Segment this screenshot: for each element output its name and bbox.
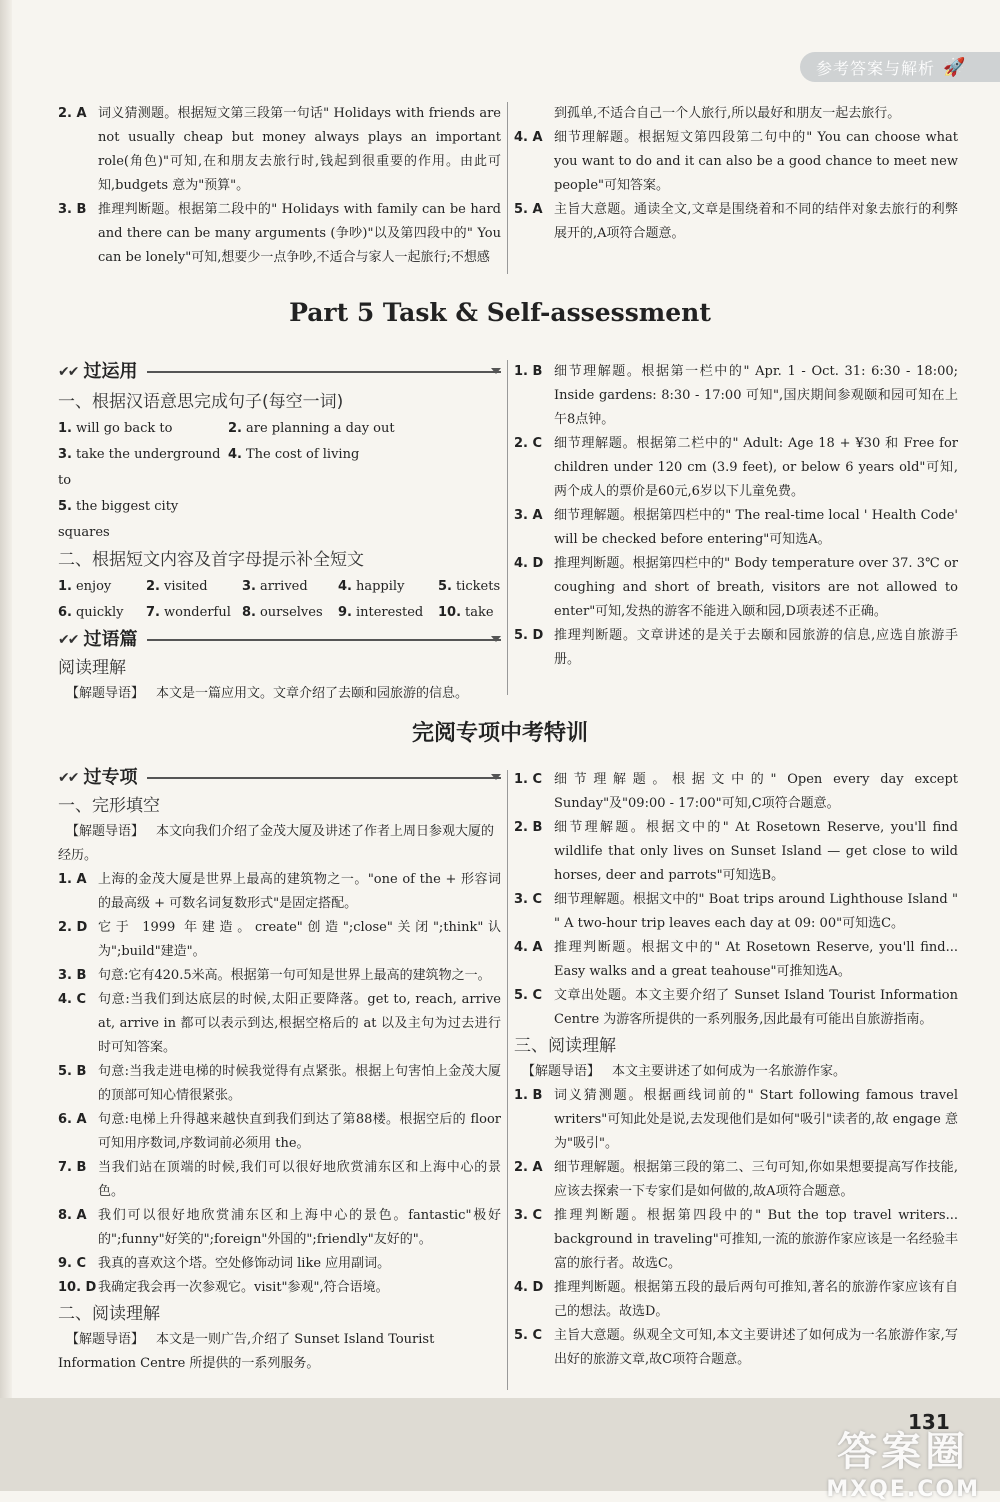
answer-item: 3. B 推理判断题。根据第二段中的" Holidays with family can be hard and there can be many arguments (争吵)"以及第四段中的" You can be lonely"可知,想要少一点争吵,不适合与家人一起旅行;不想感 (58, 202, 501, 265)
answer-item: 3. B 句意:它有420.5米高。根据第一句可知是世界上最高的建筑物之一。 (58, 968, 491, 983)
answer-item: 4. D 推理判断题。根据第五段的最后两句可推知,著名的旅游作家应该有自己的想法。故选D。 (514, 1280, 958, 1319)
column-divider (507, 102, 508, 274)
answer-item: 5. B 句意:当我走进电梯的时候我觉得有点紧张。根据上句害怕上金茂大厦的顶部可知心情很紧张。 (58, 1064, 501, 1103)
answer-item: 1. B 词义猜测题。根据画线词前的" Start following famous travel writers"可知此处是说,去发现他们是如何"吸引"读者的,故 engage 意为"吸引"。 (514, 1088, 958, 1151)
column-divider (507, 770, 508, 1390)
answer-item: 3. A 细节理解题。根据第四栏中的" The real-time local ' Health Code' will be checked before entering"可知选A。 (514, 508, 958, 547)
answer-grid: 1. enjoy 2. visited 3. arrived 4. happily 5. tickets 6. quickly 7. wonderful 8. ourselves 9. interested 10. take (58, 579, 501, 620)
answer-item: 5. D 推理判断题。文章讲述的是关于去颐和园旅游的信息,应选自旅游手册。 (514, 628, 958, 667)
answer-item: 2. A 细节理解题。根据第三段的第二、三句可知,你如果想要提高写作技能,应该去探索一下专家们是如何做的,故A项符合题意。 (514, 1160, 958, 1199)
subsection-title: 二、根据短文内容及首字母提示补全短文 (58, 550, 364, 570)
section-bar: ✔✔ 过运用 (58, 358, 501, 386)
answer-item: 1. B 细节理解题。根据第一栏中的" Apr. 1 - Oct. 31: 6:30 - 18:00; Inside gardens: 8:30 - 17:00 可知",国庆期间参观颐和园可知在上午8点钟。 (514, 364, 958, 427)
subsection-title: 一、完形填空 (58, 796, 160, 816)
answer-item: 7. B 当我们站在顶端的时候,我们可以很好地欣赏浦东区和上海中心的景色。 (58, 1160, 501, 1199)
answer-item: 6. A 句意:电梯上升得越来越快直到我们到达了第88楼。根据空后的 floor 可知用序数词,序数词前必须用 the。 (58, 1112, 501, 1151)
top-left-column (58, 102, 501, 270)
answer-item: 1. C 细节理解题。根据文中的" Open every day except Sunday"及"09:00 - 17:00"可知,C项符合题意。 (514, 772, 958, 811)
column-divider (507, 360, 508, 695)
guide-text: 【解题导语】 本文是一则广告,介绍了 Sunset Island Tourist Information Centre 所提供的一系列服务。 (58, 1332, 435, 1371)
watermark-logo: 答案圈 MXQE.COM (826, 1429, 980, 1502)
answer-item: 4. A 推理判断题。根据文中的" At Rosetown Reserve, you'll find... Easy walks and a great teahouse"可推知选A。 (514, 940, 958, 979)
section-bar: ✔✔ 过专项 (58, 764, 501, 792)
answer-item: 4. A 细节理解题。根据短文第四段第二句中的" You can choose what you want to do and it can also be a good chance to meet new people"可知答案。 (514, 130, 958, 193)
special-left-column (58, 764, 501, 1376)
guide-text: 【解题导语】 本文主要讲述了如何成为一名旅游作家。 (522, 1064, 847, 1079)
answer-item: 1. A 上海的金茂大厦是世界上最高的建筑物之一。"one of the + 形容词的最高级 + 可数名词复数形式"是固定搭配。 (58, 872, 501, 911)
part5-left-column (58, 358, 501, 706)
answer-item: 5. C 文章出处题。本文主要介绍了 Sunset Island Tourist Information Centre 为游客所提供的一系列服务,因此最有可能出自旅游指南。 (514, 988, 958, 1027)
top-right-column (514, 102, 958, 246)
subsection-title: 一、根据汉语意思完成句子(每空一词) (58, 392, 344, 412)
subsection-title: 三、阅读理解 (514, 1036, 616, 1056)
answer-continuation: 到孤单,不适合自己一个人旅行,所以最好和朋友一起去旅行。 (554, 106, 901, 121)
page-number: 131 (908, 1410, 950, 1434)
answer-item: 4. D 推理判断题。根据第四栏中的" Body temperature over 37. 3℃ or coughing and short of breath, visitors are not allowed to enter"可知,发热的游客不能进入颐和园,D项表述不正确。 (514, 556, 958, 619)
checkmark-icon: ✔✔ (58, 770, 78, 786)
answer-item: 2. A 词义猜测题。根据短文第三段第一句话" Holidays with friends are not usually cheap but money always plays an important role(角色)"可知,在和朋友去旅行时,钱起到很重要的作用。由此可知,budgets 意为"预算"。 (58, 106, 501, 193)
part5-right-column (514, 360, 958, 672)
answer-item: 9. C 我真的喜欢这个塔。空处修饰动词 like 应用副词。 (58, 1256, 391, 1271)
answer-item: 5. A 主旨大意题。通读全文,文章是围绕着和不同的结伴对象去旅行的利弊展开的,A项符合题意。 (514, 202, 958, 241)
rocket-icon: 🚀 (943, 56, 967, 78)
subsection-title: 阅读理解 (58, 658, 126, 678)
header-tab (800, 52, 1000, 82)
special-right-column (514, 768, 958, 1372)
answer-item: 2. C 细节理解题。根据第二栏中的" Adult: Age 18 + ¥30 和 Free for children under 120 cm (3.9 feet), or below 6 years old"可知,两个成人的票价是60元,6岁以下儿童免费。 (514, 436, 958, 499)
answer-item: 2. D 它于 1999 年建造。create"创造";close"关闭";think"认为";build"建造"。 (58, 920, 501, 959)
header-label: 参考答案与解析 (816, 58, 936, 78)
answer-item: 3. C 细节理解题。根据文中的" Boat trips around Lighthouse Island " " A two-hour trip leaves each day at 09: 00"可知选C。 (514, 892, 958, 931)
answer-item: 8. A 我们可以很好地欣赏浦东区和上海中心的景色。fantastic"极好的";funny"好笑的";foreign"外国的";friendly"友好的"。 (58, 1208, 501, 1247)
subsection-title: 二、阅读理解 (58, 1304, 160, 1324)
answer-item: 4. C 句意:当我们到达底层的时候,太阳正要降落。get to, reach, arrive at, arrive in 都可以表示到达,根据空格后的 at 以及主句为过去进行时可知答案。 (58, 992, 501, 1055)
special-title: 完阅专项中考特训 (411, 721, 588, 746)
checkmark-icon: ✔✔ (58, 364, 78, 380)
guide-text: 【解题导语】 本文向我们介绍了金茂大厦及讲述了作者上周日参观大厦的经历。 (58, 824, 495, 863)
answer-item: 10. D 我确定我会再一次参观它。visit"参观",符合语境。 (58, 1280, 389, 1295)
answer-item: 2. B 细节理解题。根据文中的" At Rosetown Reserve, you'll find wildlife that only lives on Sunset Island — get close to wild horses, deer and parrots"可知选B。 (514, 820, 958, 883)
answer-item: 5. C 主旨大意题。纵观全文可知,本文主要讲述了如何成为一名旅游作家,写出好的旅游文章,故C项符合题意。 (514, 1328, 958, 1367)
checkmark-icon: ✔✔ (58, 632, 78, 648)
part5-title: Part 5 Task & Self-assessment (289, 298, 711, 327)
guide-text: 【解题导语】 本文是一篇应用文。文章介绍了去颐和园旅游的信息。 (66, 686, 469, 701)
section-bar: ✔✔ 过语篇 (58, 626, 501, 654)
answer-grid: 1. will go back to 2. are planning a day out 3. take the underground to 4. The cost of living 5. the biggest city squares (58, 421, 395, 540)
answer-item: 3. C 推理判断题。根据第四段中的" But the top travel writers... background in traveling"可推知,一流的旅游作家应该是一名经验丰富的旅行者。故选C。 (514, 1208, 958, 1271)
